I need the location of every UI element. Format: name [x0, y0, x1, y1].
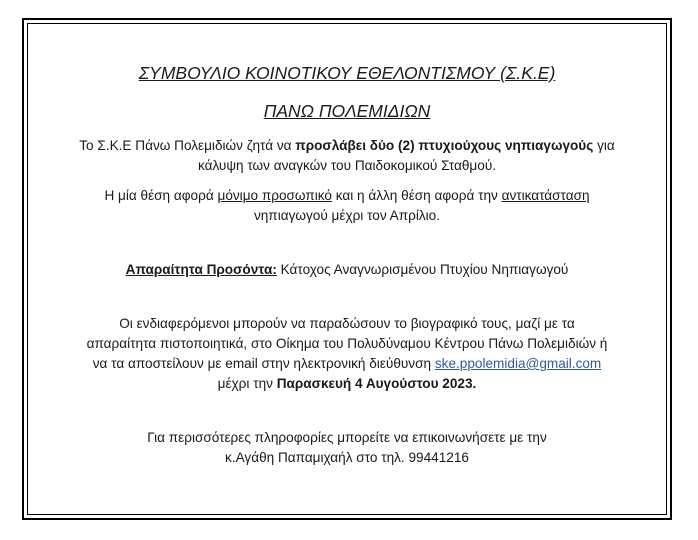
positions-text-a: Η μία θέση αφορά — [104, 188, 218, 203]
contact-line-2: κ.Αγάθη Παπαμιχαήλ στο τηλ. 99441216 — [225, 450, 469, 465]
application-line-2: απαραίτητα πιστοποιητικά, στο Οίκημα του Πολυδύναμου Κέντρου Πάνω Πολεμιδιών ή — [86, 336, 608, 351]
application-paragraph — [40, 314, 654, 394]
application-line-4: μέχρι την — [217, 376, 277, 391]
qualifications-value: Κάτοχος Αναγνωρισμένου Πτυχίου Νηπιαγωγού — [276, 262, 569, 277]
hiring-text-d: κάλυψη των αναγκών του Παιδοκομικού Σταθμού. — [197, 158, 497, 173]
positions-text-c: και η άλλη θέση αφορά την — [331, 188, 502, 203]
application-line-3: να τα αποστείλουν με email στην ηλεκτρονική διεύθυνση — [92, 356, 435, 371]
contact-paragraph — [40, 428, 654, 468]
hiring-paragraph — [40, 136, 654, 176]
hiring-text-bold: προσλάβει δύο (2) πτυχιούχους νηπιαγωγούς — [295, 138, 594, 153]
deadline-text: Παρασκευή 4 Αυγούστου 2023. — [276, 376, 477, 391]
positions-paragraph — [40, 186, 654, 226]
title-line-1: ΣΥΜΒΟΥΛΙΟ ΚΟΙΝΟΤΙΚΟΥ ΕΘΕΛΟΝΤΙΣΜΟΥ (Σ.Κ.Ε) — [138, 63, 556, 83]
replacement-text: αντικατάσταση — [501, 188, 590, 203]
application-line-1: Οι ενδιαφερόμενοι μπορούν να παραδώσουν το βιογραφικό τους, μαζί με τα — [119, 316, 575, 331]
positions-text-e: νηπιαγωγού μέχρι τον Απρίλιο. — [253, 208, 441, 223]
qualifications-paragraph — [40, 260, 654, 280]
title-line-2: ΠΑΝΩ ΠΟΛΕΜΙΔΙΩΝ — [263, 101, 431, 121]
hiring-text-c: για — [593, 138, 615, 153]
permanent-staff-text: μόνιμο προσωπικό — [217, 188, 332, 203]
announcement-body — [40, 60, 654, 468]
contact-line-1: Για περισσότερες πληροφορίες μπορείτε να επικοινωνήσετε με την — [147, 430, 547, 445]
hiring-text-a: Το Σ.Κ.Ε Πάνω Πολεμιδιών ζητά να — [79, 138, 296, 153]
email-link[interactable]: ske.ppolemidia@gmail.com — [434, 356, 602, 371]
qualifications-label: Απαραίτητα Προσόντα: — [125, 262, 277, 277]
